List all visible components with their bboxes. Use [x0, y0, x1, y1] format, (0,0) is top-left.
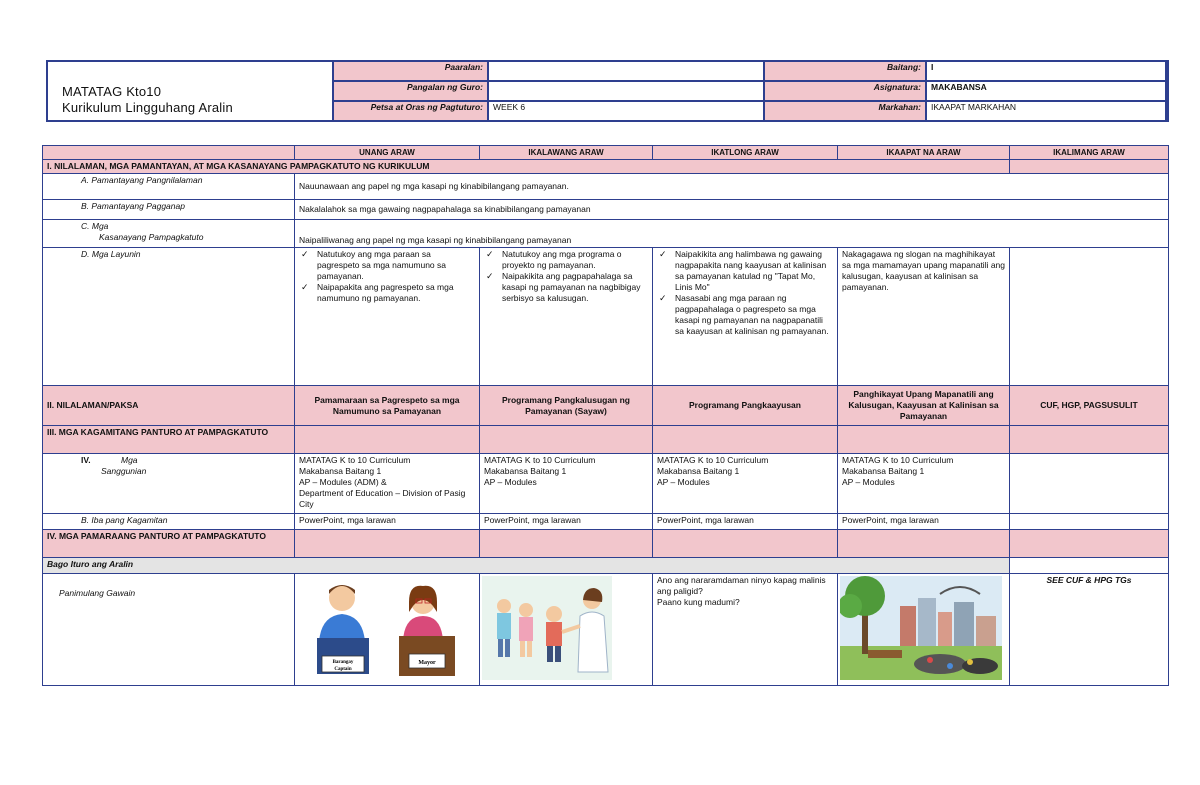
row-c-label-1: C. Mga	[81, 221, 109, 231]
references-label-1: Mga	[121, 455, 138, 465]
litter-icon-2	[947, 663, 953, 669]
empty-cell	[1010, 530, 1169, 558]
topic-day5: CUF, HGP, PAGSUSULIT	[1010, 386, 1169, 426]
objective-item: ✓ Naipapakita ang pagrespeto sa mga namumuno ng pamayanan.	[299, 282, 475, 304]
row-d-label: D. Mga Layunin	[43, 248, 295, 386]
section2-row	[43, 386, 1169, 426]
header-title-line1: MATATAG Kto10	[62, 84, 162, 99]
grade-value[interactable]: I	[926, 61, 1168, 81]
other-day4: PowerPoint, mga larawan	[838, 514, 1010, 530]
section1-title: I. NILALAMAN, MGA PAMANTAYAN, AT MGA KASANAYANG PAMPAGKATUTO NG KURIKULUM	[43, 160, 1010, 174]
section3-row	[43, 426, 1169, 454]
health-illustration	[480, 574, 653, 686]
references-day1: MATATAG K to 10 Curriculum Makabansa Baitang 1 AP – Modules (ADM) & Department of Education – Division of Pasig City	[295, 454, 480, 514]
park-illustration	[838, 574, 1010, 686]
teacher-value[interactable]	[488, 81, 764, 101]
child-3-icon	[546, 606, 562, 622]
other-materials-label: B. Iba pang Kagamitan	[43, 514, 295, 530]
objectives-day3	[653, 248, 838, 386]
building-icon-2	[918, 598, 936, 650]
column-header-row	[43, 146, 1169, 160]
health-image	[482, 576, 646, 680]
objective-item: ✓ Naipakikita ang halimbawa ng gawaing nagpapakita nang kaayusan at kalinisan sa pamayanan katulad ng "Tapat Mo, Linis Mo"	[657, 249, 833, 293]
other-day5	[1010, 514, 1169, 530]
child-3-body-icon	[546, 622, 562, 646]
lesson-plan-table	[42, 145, 1169, 686]
quarter-value[interactable]: IKAAPAT MARKAHAN	[926, 101, 1168, 121]
doctor-coat-icon	[578, 612, 608, 672]
col-day4: IKAAPAT NA ARAW	[838, 146, 1010, 160]
objective-item: ✓ Natutukoy ang mga programa o proyekto ng pamayanan.	[484, 249, 648, 271]
school-value[interactable]	[488, 61, 764, 81]
subject-value[interactable]: MAKABANSA	[926, 81, 1168, 101]
empty-cell	[1010, 558, 1169, 574]
row-a-label: A. Pamantayang Pangnilalaman	[43, 174, 295, 200]
objective-item: ✓ Natutukoy ang mga paraan sa pagrespeto sa mga namumuno sa pamayanan.	[299, 249, 475, 282]
col-day1: UNANG ARAW	[295, 146, 480, 160]
topic-day4: Panghikayat Upang Mapanatili ang Kalusugan, Kaayusan at Kalinisan sa Pamayanan	[838, 386, 1010, 426]
quarter-label: Markahan:	[764, 101, 926, 121]
references-label-2: Sanggunian	[101, 466, 147, 476]
header-title-line2: Kurikulum Lingguhang Aralin	[62, 100, 233, 115]
section3-title: III. MGA KAGAMITANG PANTURO AT PAMPAGKATUTO	[43, 426, 295, 454]
row-a	[43, 174, 1169, 200]
row-c-label-2: Kasanayang Pampagkatuto	[99, 232, 204, 242]
captain-caption-2: Captain	[334, 667, 352, 672]
day3-question-1: Ano ang nararamdaman ninyo kapag malinis ang paligid?	[657, 575, 826, 596]
panimula-row	[43, 574, 1169, 686]
section4-row	[43, 530, 1169, 558]
objectives-day1	[295, 248, 480, 386]
teacher-label: Pangalan ng Guro:	[333, 81, 488, 101]
captain-caption: Barangay	[332, 660, 354, 665]
child-2-leg-icon	[520, 641, 525, 657]
trash-pile-icon-2	[962, 658, 998, 674]
header-info-table	[332, 60, 1169, 122]
row-c	[43, 220, 1169, 248]
row-d	[43, 248, 1169, 386]
references-day3: MATATAG K to 10 Curriculum Makabansa Baitang 1 AP – Modules	[653, 454, 838, 514]
row-b	[43, 200, 1169, 220]
child-2-icon	[519, 603, 533, 617]
row-b-label: B. Pamantayang Pagganap	[43, 200, 295, 220]
objectives-day5	[1010, 248, 1169, 386]
litter-icon	[927, 657, 933, 663]
other-day3: PowerPoint, mga larawan	[653, 514, 838, 530]
references-row	[43, 454, 1169, 514]
empty-cell	[653, 530, 838, 558]
captain-shirt-icon	[319, 614, 365, 642]
col-day2: IKALAWANG ARAW	[480, 146, 653, 160]
header-title-block	[48, 62, 332, 120]
empty-cell	[1010, 426, 1169, 454]
section2-title: II. NILALAMAN/PAKSA	[43, 386, 295, 426]
building-icon-4	[954, 602, 974, 650]
child-2-body-icon	[519, 617, 533, 641]
empty-cell	[653, 426, 838, 454]
litter-icon-3	[967, 659, 973, 665]
topic-day1: Pamamaraan sa Pagrespeto sa mga Namumuno sa Pamayanan	[295, 386, 480, 426]
child-1-body-icon	[497, 613, 511, 639]
empty-cell	[480, 426, 653, 454]
child-1-leg-icon	[498, 639, 503, 657]
objective-item: ✓ Naipakikita ang pagpapahalaga sa kasapi ng pamayanan na nagbibigay serbisyo sa kalusugan.	[484, 271, 648, 304]
child-2-leg-icon-2	[527, 641, 532, 657]
references-num: IV.	[81, 455, 91, 465]
objective-item: ✓ Nasasabi ang mga paraan ng pagpapahalaga o pagrespeto sa mga kasapi ng pamayanan na nagpapanatili sa kaayusan at kalinisan ng pamayanan.	[657, 293, 833, 337]
bench-icon	[868, 650, 902, 658]
child-1-leg-icon-2	[505, 639, 510, 657]
topic-day2: Programang Pangkalusugan ng Pamayanan (Sayaw)	[480, 386, 653, 426]
row-a-text: Nauunawaan ang papel ng mga kasapi ng kinabibilangang pamayanan.	[295, 174, 1169, 200]
child-3-leg-icon	[547, 646, 553, 662]
building-icon-3	[938, 612, 952, 650]
empty-cell	[1010, 160, 1169, 174]
empty-cell	[295, 426, 480, 454]
references-day2: MATATAG K to 10 Curriculum Makabansa Baitang 1 AP – Modules	[480, 454, 653, 514]
objectives-day2	[480, 248, 653, 386]
corner-cell	[43, 146, 295, 160]
row-b-text: Nakalalahok sa mga gawaing nagpapahalaga sa kinabibilangang pamayanan	[295, 200, 1169, 220]
school-label: Paaralan:	[333, 61, 488, 81]
building-icon-5	[976, 616, 996, 650]
references-day5	[1010, 454, 1169, 514]
bago-row	[43, 558, 1169, 574]
leaders-image	[297, 576, 473, 680]
trash-pile-icon	[914, 654, 966, 674]
empty-cell	[480, 530, 653, 558]
date-label: Petsa at Oras ng Pagtuturo:	[333, 101, 488, 121]
mayor-caption: Mayor	[418, 660, 436, 666]
panimula-label: Panimulang Gawain	[43, 574, 295, 686]
other-materials-row	[43, 514, 1169, 530]
day3-questions	[653, 574, 838, 686]
grade-label: Baitang:	[764, 61, 926, 81]
day3-question-2: Paano kung madumi?	[657, 597, 740, 607]
row-c-label	[43, 220, 295, 248]
date-value[interactable]: WEEK 6	[488, 101, 764, 121]
other-day2: PowerPoint, mga larawan	[480, 514, 653, 530]
child-3-leg-icon-2	[555, 646, 561, 662]
empty-cell	[838, 426, 1010, 454]
subject-label: Asignatura:	[764, 81, 926, 101]
other-day1: PowerPoint, mga larawan	[295, 514, 480, 530]
bago-label: Bago Ituro ang Aralin	[43, 558, 1010, 574]
child-1-icon	[497, 599, 511, 613]
section4-title: IV. MGA PAMARAANG PANTURO AT PAMPAGKATUTO	[43, 530, 295, 558]
empty-cell	[295, 530, 480, 558]
leaders-illustration	[295, 574, 480, 686]
day5-note: SEE CUF & HPG TGs	[1010, 574, 1169, 686]
col-day5: IKALIMANG ARAW	[1010, 146, 1169, 160]
section1-row	[43, 160, 1169, 174]
references-day4: MATATAG K to 10 Curriculum Makabansa Baitang 1 AP – Modules	[838, 454, 1010, 514]
building-icon	[900, 606, 916, 650]
empty-cell	[838, 530, 1010, 558]
row-c-text: Naipaliliwanag ang papel ng mga kasapi ng kinabibilangang pamayanan	[295, 220, 1169, 248]
topic-day3: Programang Pangkaayusan	[653, 386, 838, 426]
park-image	[840, 576, 1002, 680]
objectives-day4: Nakagagawa ng slogan na maghihikayat sa mga mamamayan upang mapanatili ang kalusugan, kaayusan at kalinisan sa pamayanan.	[838, 248, 1010, 386]
references-label	[43, 454, 295, 514]
col-day3: IKATLONG ARAW	[653, 146, 838, 160]
